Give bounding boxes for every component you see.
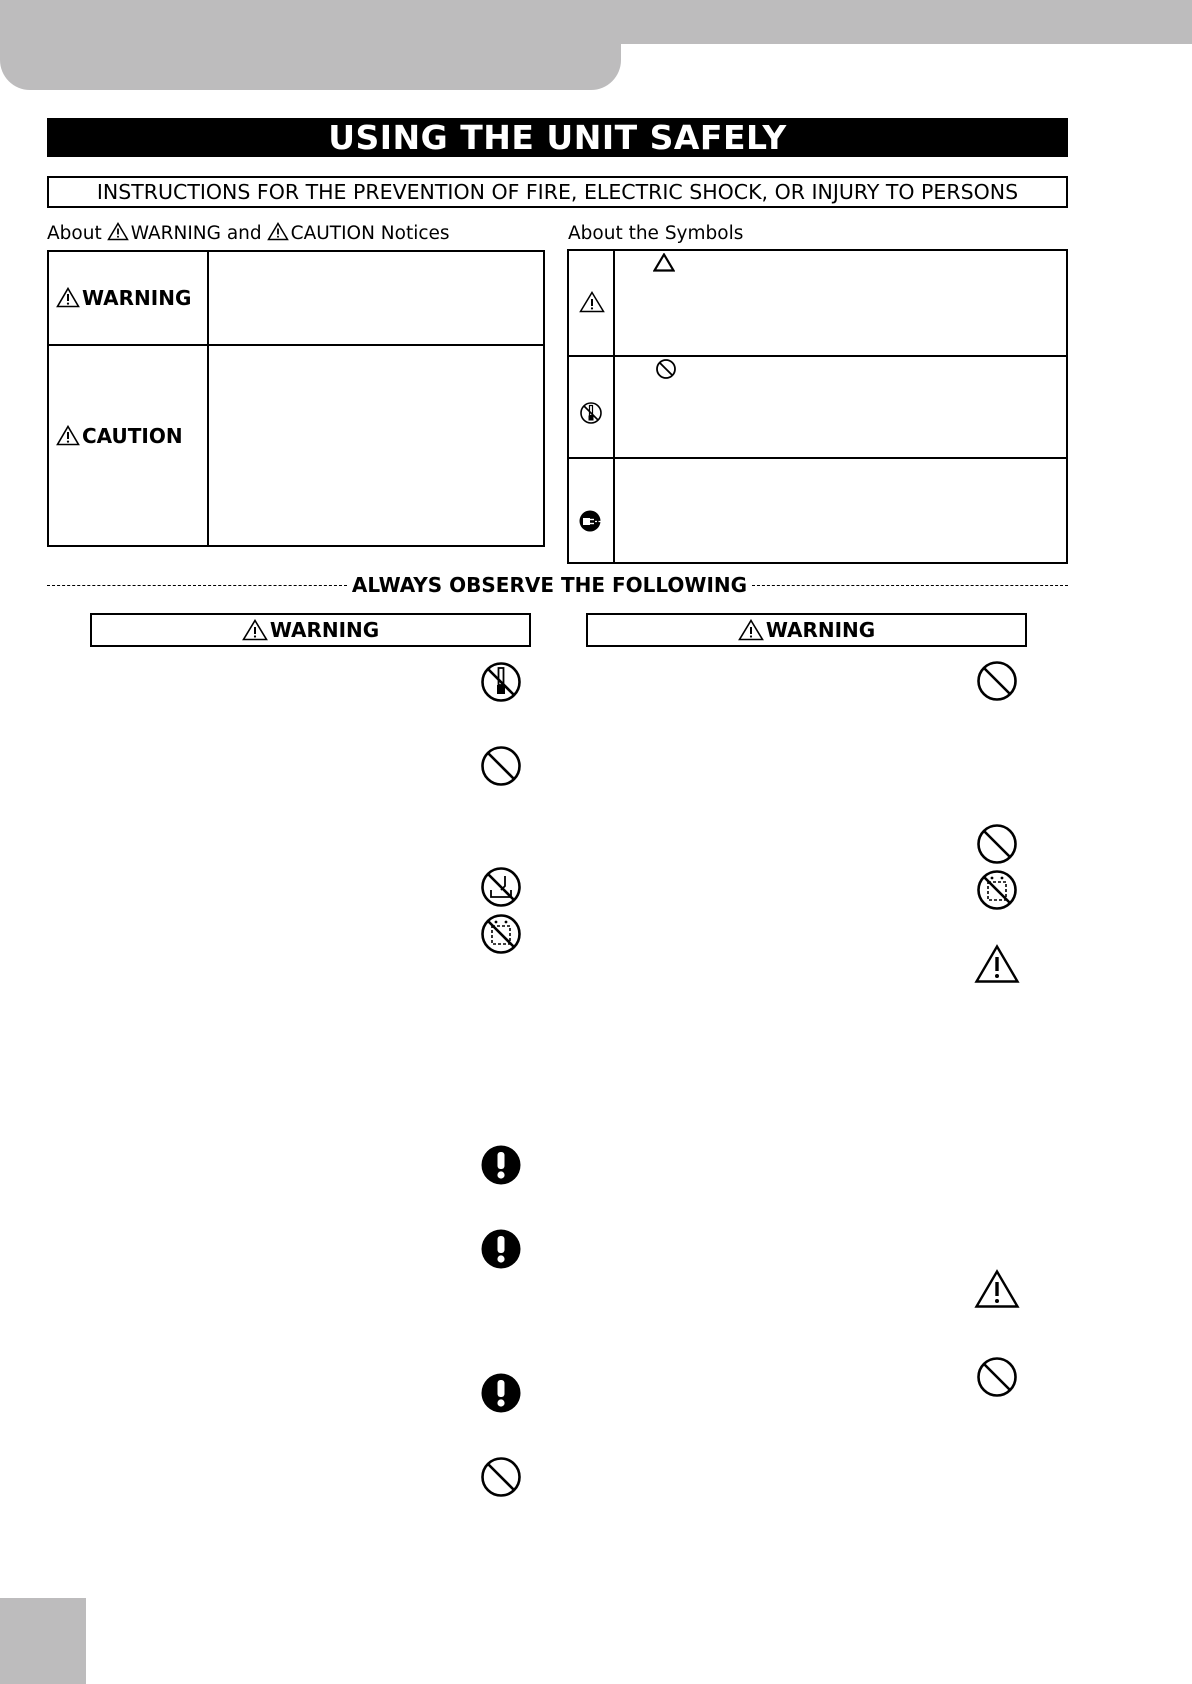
table-divider: [207, 252, 209, 545]
table-divider: [613, 251, 615, 562]
warning-triangle-icon: [107, 222, 129, 241]
caution-triangle-icon: [974, 944, 1020, 984]
warning-triangle-icon: [56, 425, 80, 446]
warning-triangle-icon: [738, 619, 764, 641]
unplug-icon: [578, 509, 602, 533]
notices-heading-warning: WARNING and: [130, 223, 262, 244]
mandatory-icon: [480, 1372, 522, 1414]
caution-notice-text: CAUTION: [82, 424, 183, 448]
page-title: USING THE UNIT SAFELY: [47, 118, 1068, 157]
dashed-divider: [47, 585, 347, 586]
notices-heading: [47, 222, 450, 245]
mandatory-icon: [480, 1228, 522, 1270]
symbols-table: [567, 249, 1068, 564]
prohibited-icon: [976, 1356, 1018, 1398]
right-warning-header: [586, 613, 1027, 647]
warning-triangle-icon: [242, 619, 268, 641]
no-disassemble-icon: [579, 401, 603, 425]
dashed-divider: [752, 585, 1068, 586]
prohibited-icon: [976, 823, 1018, 865]
page-corner-tab: [0, 1598, 86, 1684]
right-warning-label: WARNING: [765, 618, 876, 642]
warning-triangle-icon: [56, 287, 80, 308]
no-water-icon: [480, 866, 522, 908]
warning-notice-text: WARNING: [82, 286, 192, 310]
no-wet-location-icon: [480, 913, 522, 955]
prohibited-icon: [480, 1456, 522, 1498]
notices-heading-caution: CAUTION Notices: [290, 223, 450, 244]
table-divider: [569, 457, 1066, 459]
outline-triangle-icon: [653, 253, 675, 272]
caution-triangle-icon: [579, 291, 605, 313]
prohibited-icon: [655, 358, 677, 380]
no-wet-location-icon: [976, 869, 1018, 911]
left-warning-header: [90, 613, 531, 647]
prohibited-icon: [480, 745, 522, 787]
prohibited-icon: [976, 660, 1018, 702]
left-warning-label: WARNING: [269, 618, 380, 642]
notices-heading-prefix: About: [47, 223, 102, 244]
caution-notice-label: [56, 424, 183, 448]
always-observe-heading: ALWAYS OBSERVE THE FOLLOWING: [351, 573, 748, 597]
table-divider: [49, 344, 543, 346]
warning-notice-label: [56, 286, 191, 310]
no-disassemble-icon: [480, 661, 522, 703]
mandatory-icon: [480, 1144, 522, 1186]
table-divider: [569, 355, 1066, 357]
symbols-heading: About the Symbols: [568, 223, 744, 244]
header-tab: [0, 0, 621, 90]
caution-triangle-icon: [974, 1269, 1020, 1309]
page-subtitle: INSTRUCTIONS FOR THE PREVENTION OF FIRE, ELECTRIC SHOCK, OR INJURY TO PERSONS: [47, 176, 1068, 208]
warning-triangle-icon: [267, 222, 289, 241]
